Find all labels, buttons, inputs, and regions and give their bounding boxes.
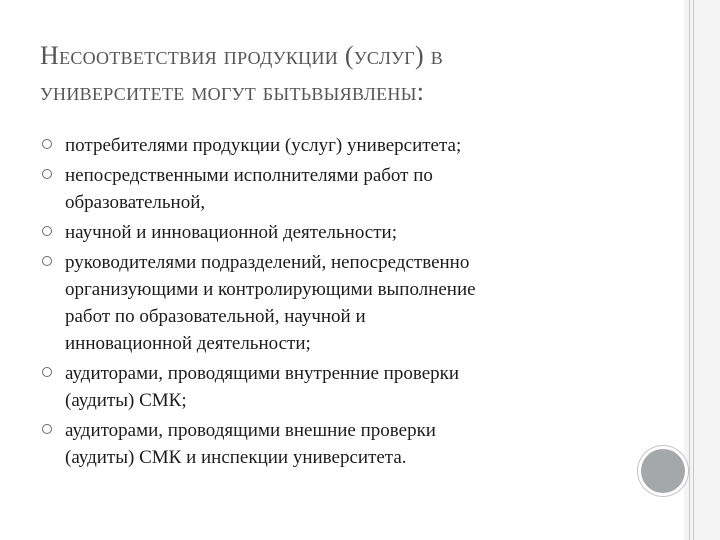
item-text: работ по образовательной, научной и — [65, 306, 366, 327]
circle-bullet-icon — [42, 256, 52, 266]
list-item — [40, 132, 620, 159]
title-line: университете могут бытьвыявлены: — [40, 77, 425, 106]
decorative-circle — [641, 449, 685, 493]
slide-title — [40, 38, 640, 110]
item-text: непосредственными исполнителями работ по — [65, 165, 433, 186]
list-item — [40, 360, 620, 414]
item-text: организующими и контролирующими выполнение — [65, 279, 476, 300]
list-item — [40, 249, 620, 357]
circle-bullet-icon — [42, 169, 52, 179]
circle-bullet-icon — [42, 367, 52, 377]
title-line: Несоответствия продукции (услуг) в — [40, 41, 444, 70]
item-text: руководителями подразделений, непосредственно — [65, 252, 470, 273]
item-text: аудиторами, проводящими внешние проверки — [65, 420, 436, 441]
item-text: потребителями продукции (услуг) университета; — [65, 135, 462, 156]
bullet-list — [40, 132, 620, 474]
item-text: научной и инновационной деятельности; — [65, 222, 397, 243]
circle-bullet-icon — [42, 424, 52, 434]
circle-bullet-icon — [42, 226, 52, 236]
item-text: инновационной деятельности; — [65, 333, 311, 354]
item-text: (аудиты) СМК; — [65, 390, 187, 411]
list-item — [40, 162, 620, 216]
right-decorative-line — [693, 0, 694, 540]
right-decorative-line — [689, 0, 690, 540]
list-item — [40, 417, 620, 471]
list-item — [40, 219, 620, 246]
circle-bullet-icon — [42, 139, 52, 149]
item-text: аудиторами, проводящими внутренние проверки — [65, 363, 460, 384]
item-text: (аудиты) СМК и инспекции университета. — [65, 447, 407, 468]
item-text: образовательной, — [65, 192, 206, 213]
